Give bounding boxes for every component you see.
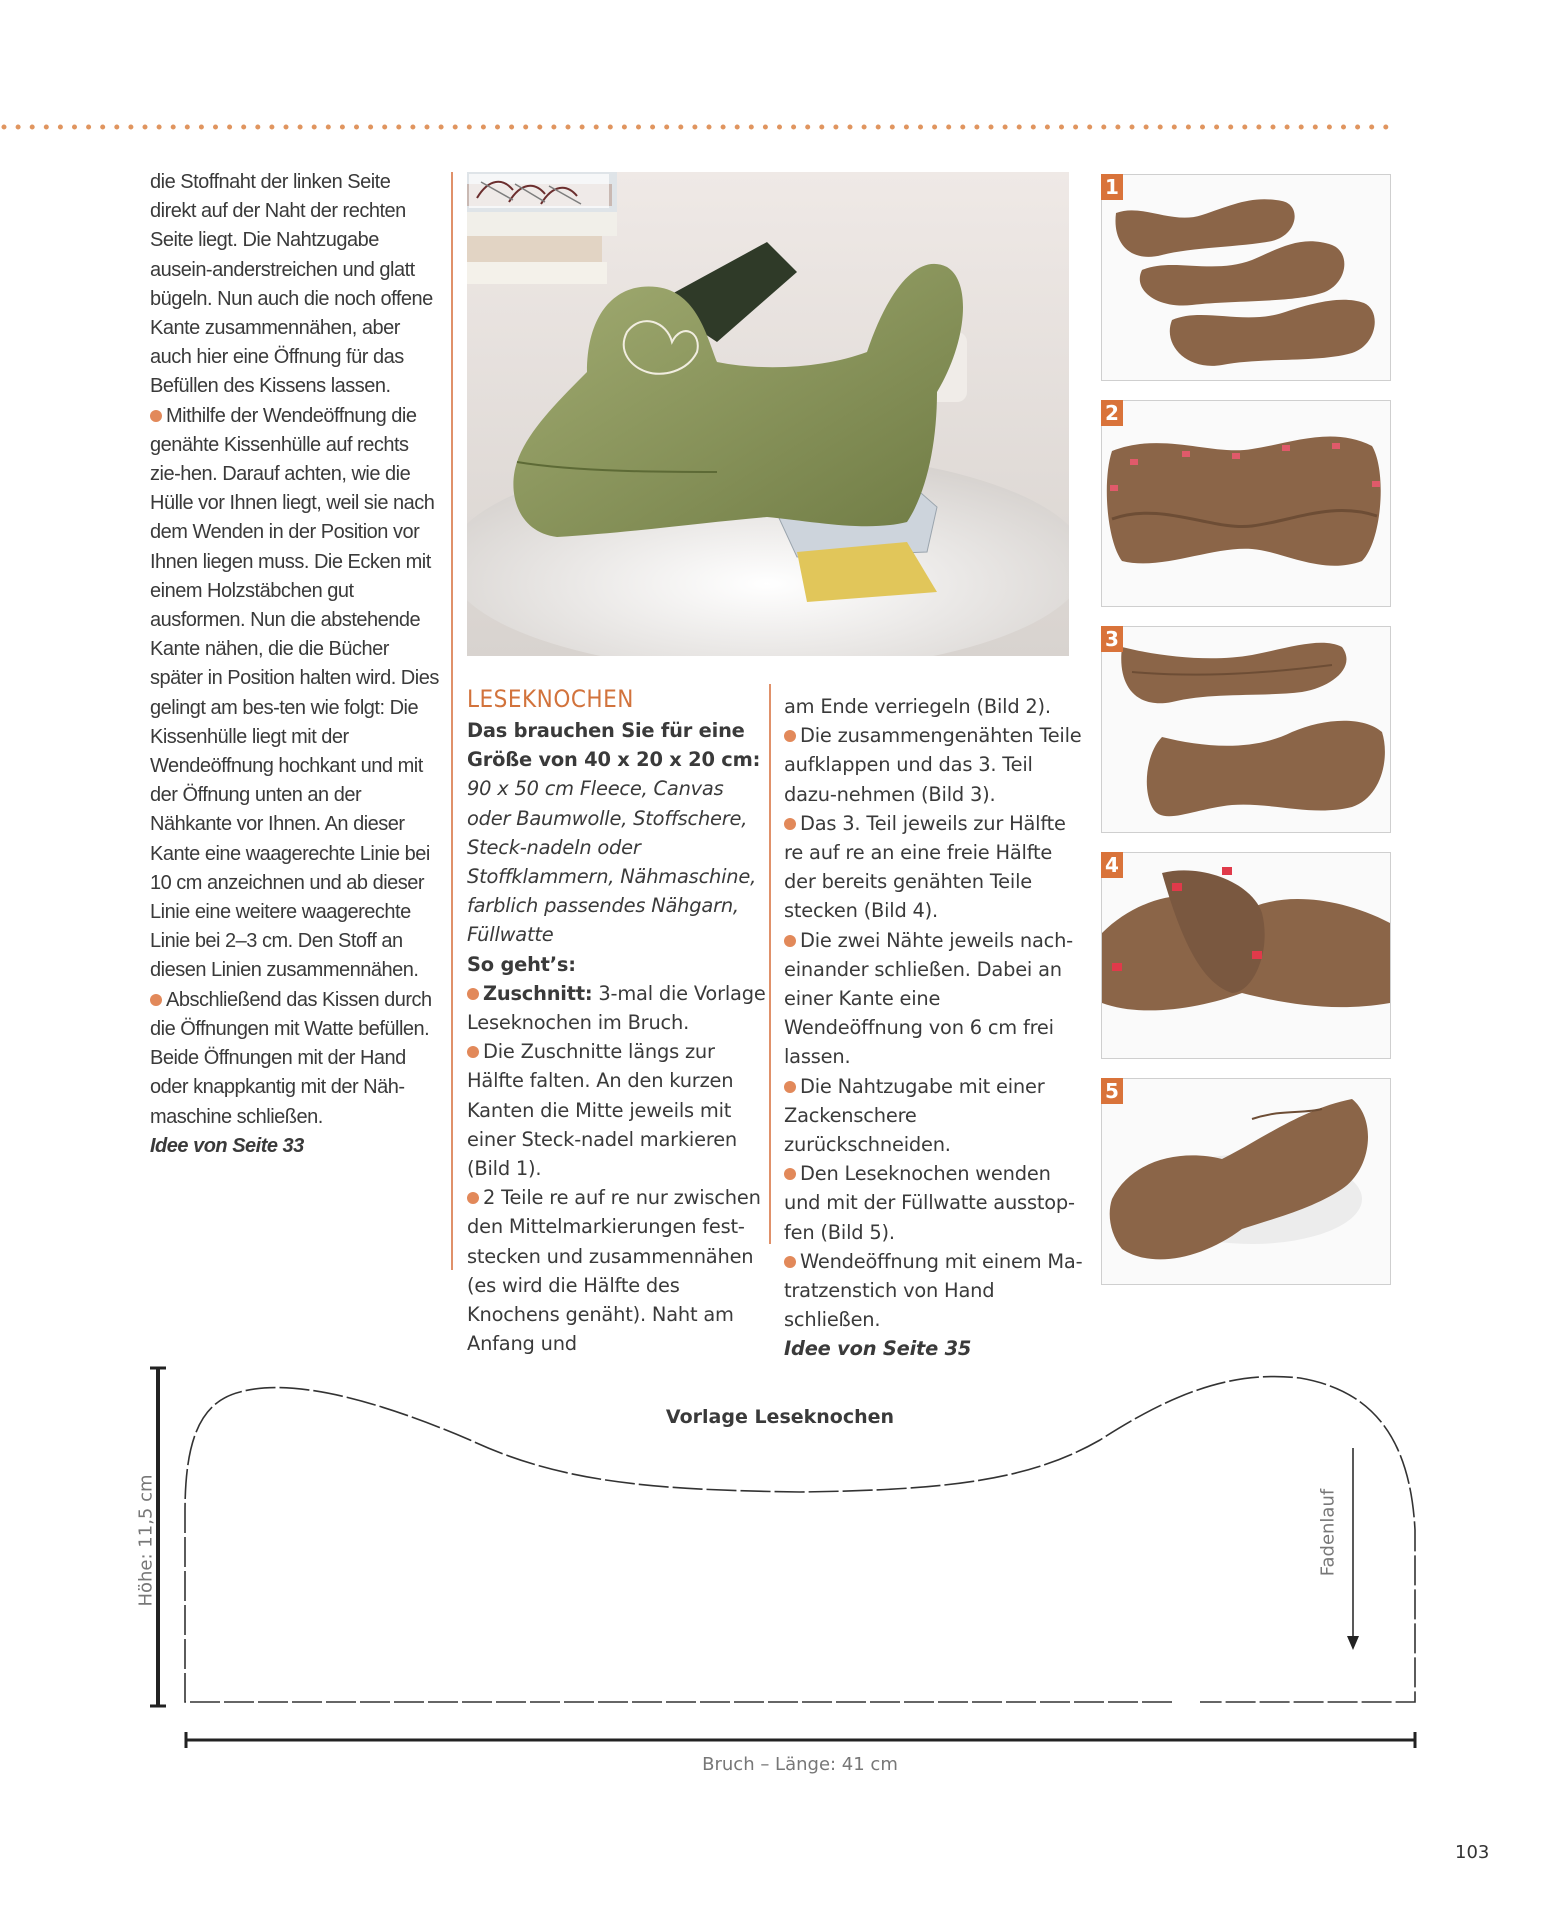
step-photo-4: [1101, 852, 1391, 1059]
step-photo-5: [1101, 1078, 1391, 1285]
step-5: Das 3. Teil jeweils zur Hälfte re auf re an eine freie Hälfte der bereits genähten Teile stecken (Bild 4).: [784, 811, 1066, 923]
left-paragraph-2: Mithilfe der Wendeöffnung die genähte Kissenhülle auf rechts zie-hen. Darauf achten, wie die Hülle vor Ihnen liegt, weil sie nach dem Wenden in der Position vor Ihnen liegen muss. Die Ecken mit einem Holzstäbchen gut ausformen. Nun die abstehende Kante nähen, die die Bücher später in Position halten wird. Dies gelingt am bes-ten wie folgt: Die Kissenhülle liegt mit der Wendeöffnung hochkant und mit der Öffnung unten an der Nähkante vor Ihnen. An dieser Kante eine waagerechte Linie bei 10 cm anzeichnen und ab dieser Linie eine weitere waagerechte Linie bei 2–3 cm. Den Stoff an diesen Linien zusammennähen.: [150, 404, 439, 982]
needs-title: Das brauchen Sie für eine Größe von 40 x 20 x 20 cm:: [467, 719, 761, 772]
section-heading: LESEKNOCHEN: [467, 685, 634, 713]
bullet-icon: [784, 818, 796, 830]
dotted-rule: [0, 123, 1390, 131]
bullet-icon: [150, 410, 162, 422]
materials-list: 90 x 50 cm Fleece, Canvas oder Baumwolle, Stoffschere, Steck-nadeln oder Stoffklammern, Nähmaschine, farblich passendes Nähgarn, Füllwatte: [467, 777, 757, 947]
step-1: Zuschnitt: 3-mal die Vorlage Leseknochen im Bruch.: [467, 981, 766, 1035]
bullet-icon: [784, 1168, 796, 1180]
bullet-icon: [784, 1081, 796, 1093]
step-4: Die zusammengenähten Teile aufklappen und das 3. Teil dazu-nehmen (Bild 3).: [784, 724, 1082, 806]
step-number-2: 2: [1101, 400, 1123, 426]
bullet-icon: [467, 988, 479, 1000]
howto-title: So geht’s:: [467, 952, 576, 976]
step-2: Die Zuschnitte längs zur Hälfte falten. An den kurzen Kanten die Mitte jeweils mit einer Steck-nadel markieren (Bild 1).: [467, 1040, 738, 1181]
bullet-icon: [467, 1046, 479, 1058]
step-8: Den Leseknochen wenden und mit der Füllwatte ausstop-fen (Bild 5).: [784, 1162, 1075, 1244]
left-paragraph-3: Abschließend das Kissen durch die Öffnungen mit Watte befüllen. Beide Öffnungen mit der Hand oder knappkantig mit der Näh-maschine schließen.: [150, 988, 432, 1128]
step-photo-3: [1101, 626, 1391, 833]
step-9: Wendeöffnung mit einem Ma-tratzenstich von Hand schließen.: [784, 1249, 1083, 1332]
step-photo-1: [1101, 174, 1391, 381]
step-3: 2 Teile re auf re nur zwischen den Mittelmarkierungen fest-stecken und zusammennähen (es wird die Hälfte des Knochens genäht). Naht am Anfang und: [467, 1186, 761, 1356]
pattern-title: Vorlage Leseknochen: [665, 1406, 895, 1428]
column-divider-left: [451, 172, 453, 1270]
needles-logo-icon: [469, 174, 609, 208]
bullet-icon: [784, 730, 796, 742]
step-number-5: 5: [1101, 1078, 1123, 1104]
main-photo: [467, 172, 1069, 656]
step-number-4: 4: [1101, 852, 1123, 878]
step-number-3: 3: [1101, 626, 1123, 652]
bullet-icon: [784, 1256, 796, 1268]
step-photo-2: [1101, 400, 1391, 607]
bullet-icon: [784, 935, 796, 947]
right-text-column: [784, 692, 1084, 1364]
left-paragraph-1: die Stoffnaht der linken Seite direkt auf der Naht der rechten Seite liegt. Die Nahtzugabe ausein-anderstreichen und glatt bügeln. Nun auch die noch offene Kante zusammennähen, aber auch hier eine Öffnung für das Befüllen des Kissens lassen.: [150, 171, 433, 398]
sewing-pattern: [0, 1340, 1551, 1800]
length-label: Bruch – Länge: 41 cm: [702, 1754, 898, 1775]
height-label: Höhe: 11,5 cm: [135, 1474, 157, 1607]
right-credit: Idee von Seite 35: [784, 1337, 972, 1361]
page-number: 103: [1455, 1842, 1490, 1863]
bullet-icon: [150, 994, 162, 1006]
middle-text-column: [467, 682, 767, 1358]
step-3-continued: am Ende verriegeln (Bild 2).: [784, 695, 1051, 718]
step-number-1: 1: [1101, 174, 1123, 200]
left-credit: Idee von Seite 33: [150, 1134, 304, 1157]
grain-label: Fadenlauf: [1317, 1488, 1339, 1577]
step-6: Die zwei Nähte jeweils nach-einander schließen. Dabei an einer Kante eine Wendeöffnung von 6 cm frei lassen.: [784, 928, 1073, 1069]
column-divider-mid: [769, 684, 771, 1244]
left-text-column: [150, 168, 440, 1161]
bullet-icon: [467, 1192, 479, 1204]
step-7: Die Nahtzugabe mit einer Zackenschere zurückschneiden.: [784, 1074, 1045, 1157]
